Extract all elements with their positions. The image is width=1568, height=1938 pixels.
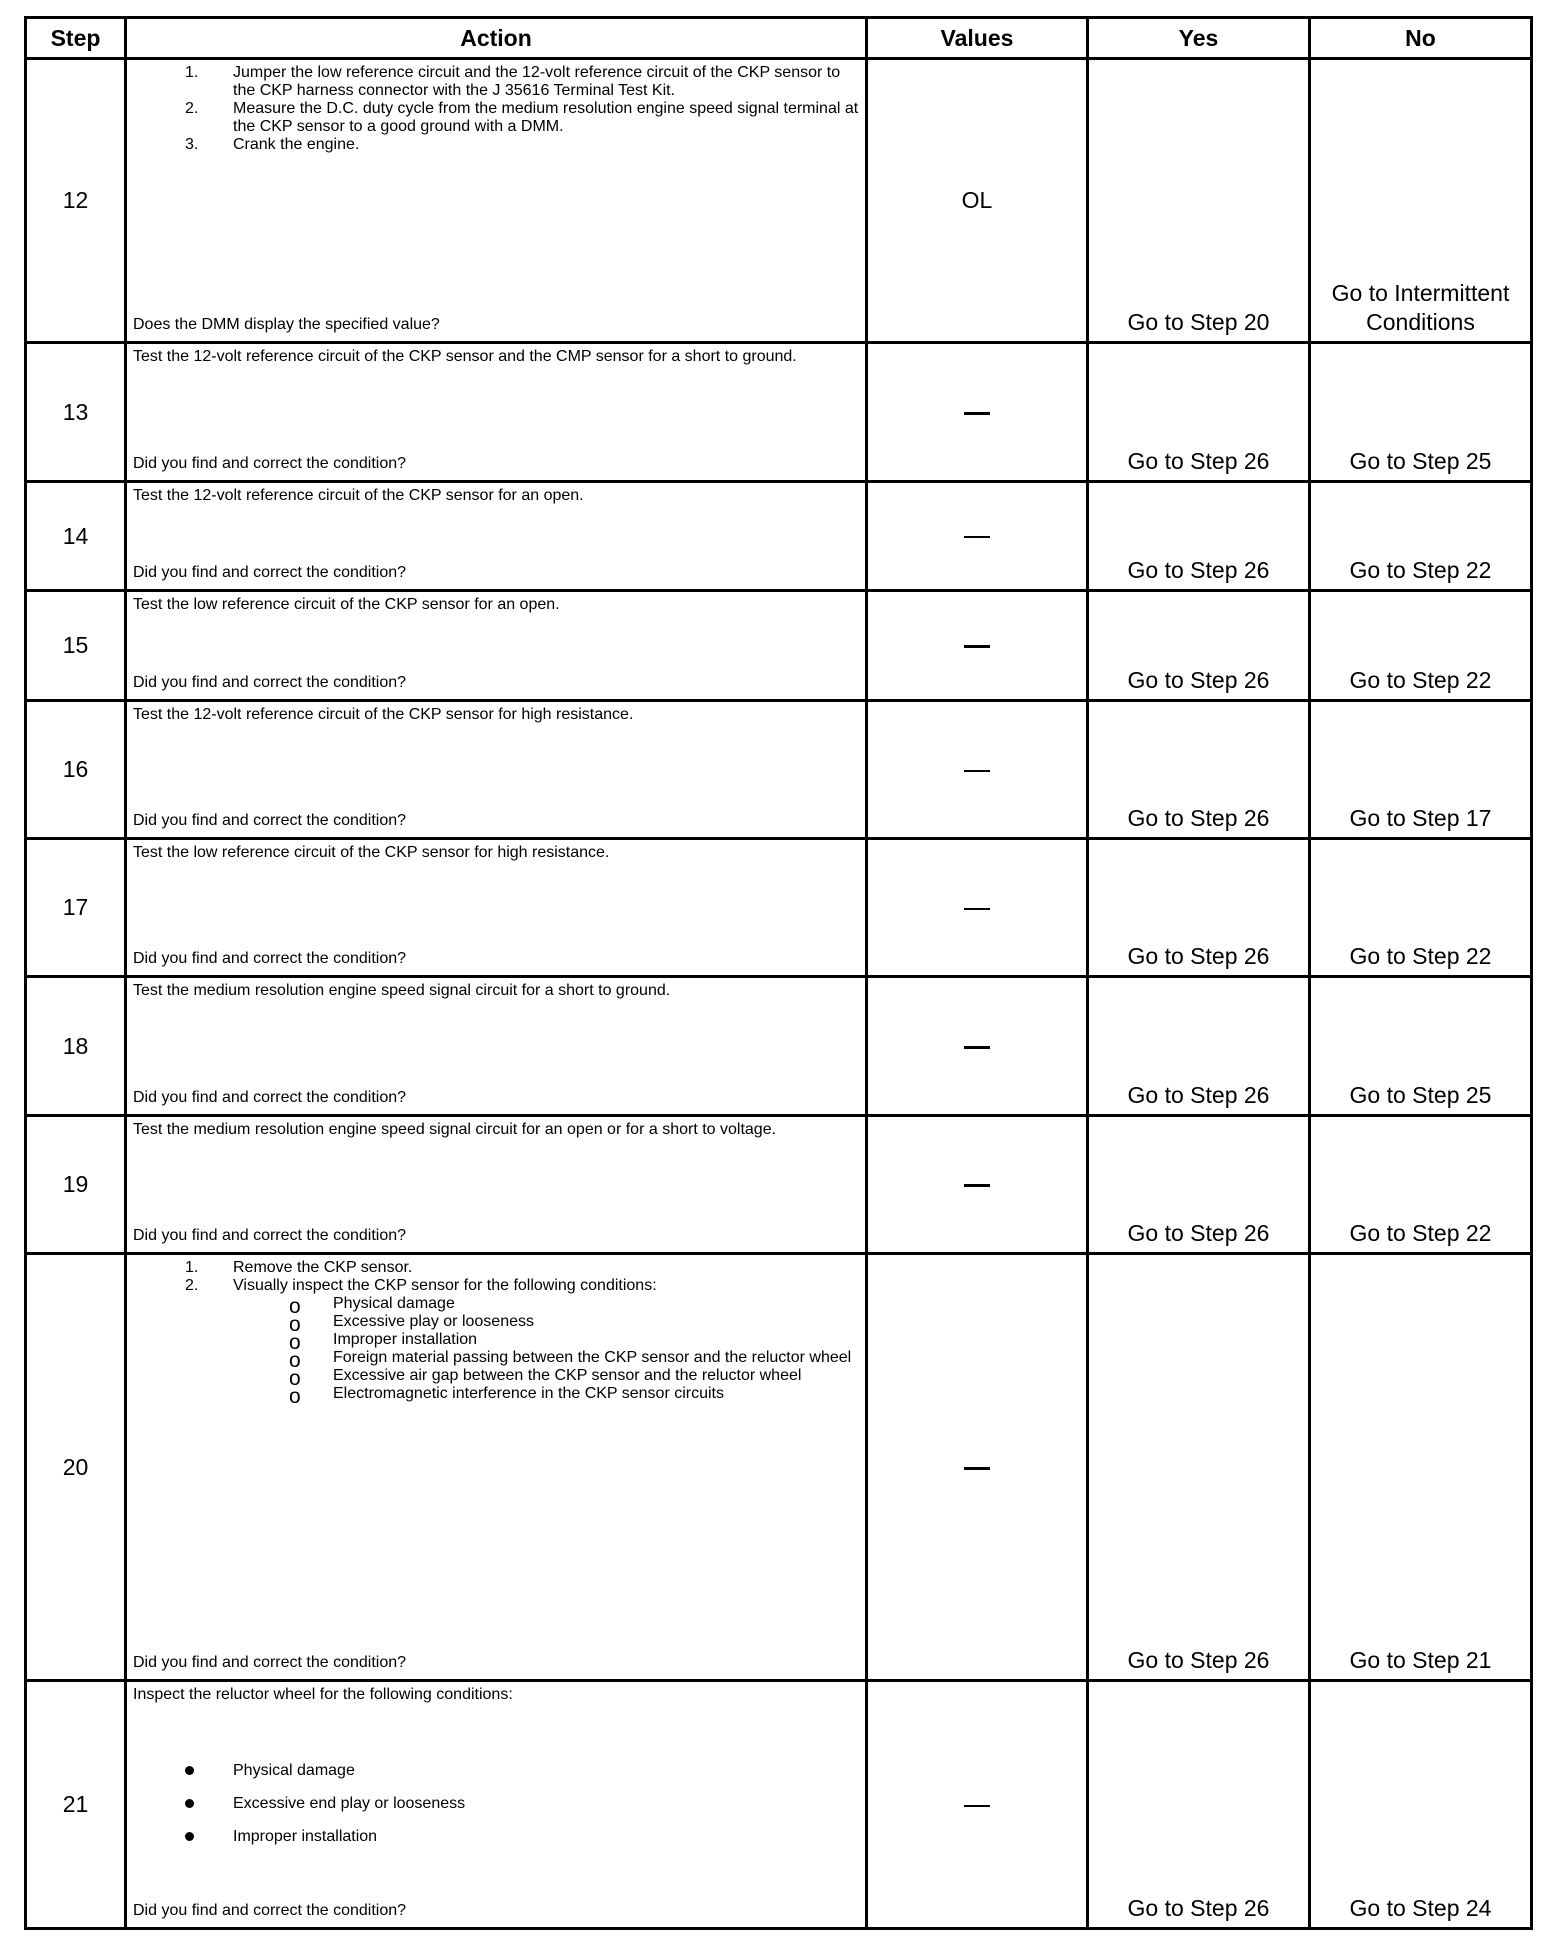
step-number: 13 <box>26 343 126 482</box>
action-content <box>127 1682 865 1924</box>
yes-cell: Go to Step 26 <box>1088 839 1310 977</box>
question-text: Did you find and correct the condition? <box>133 1089 407 1106</box>
action-content <box>127 483 865 586</box>
table-row <box>26 1116 1532 1254</box>
table-row <box>26 701 1532 839</box>
question-text: Did you find and correct the condition? <box>133 1227 407 1244</box>
no-cell: Go to Step 17 <box>1310 701 1532 839</box>
step-number: 15 <box>26 591 126 701</box>
no-cell: Go to Step 22 <box>1310 839 1532 977</box>
sub-item-text: Foreign material passing between the CKP sensor and the reluctor wheel <box>333 1349 852 1366</box>
list-item: 2. Measure the D.C. duty cycle from the medium resolution engine speed signal terminal at the CKP sensor to a good ground with a DMM. <box>185 100 859 135</box>
sub-item-text: Excessive air gap between the CKP sensor and the reluctor wheel <box>333 1367 802 1384</box>
dash-value <box>964 1467 990 1470</box>
action-cell <box>126 482 867 591</box>
yes-cell: Go to Step 26 <box>1088 482 1310 591</box>
list-item: 1. Jumper the low reference circuit and the 12-volt reference circuit of the CKP sensor to the CKP harness connector with the J 35616 Terminal Test Kit. <box>185 64 841 99</box>
action-cell <box>126 701 867 839</box>
no-cell: Go to Step 24 <box>1310 1681 1532 1929</box>
sub-list-item: o Excessive play or looseness <box>289 1313 534 1336</box>
header-yes: Yes <box>1088 18 1310 59</box>
action-cell <box>126 343 867 482</box>
action-cell <box>126 591 867 701</box>
yes-cell: Go to Step 26 <box>1088 1116 1310 1254</box>
action-cell <box>126 59 867 343</box>
yes-cell: Go to Step 26 <box>1088 343 1310 482</box>
header-step: Step <box>26 18 126 59</box>
action-text: Test the low reference circuit of the CKP sensor for high resistance. <box>133 844 610 861</box>
question-text: Did you find and correct the condition? <box>133 950 407 967</box>
action-content <box>127 1255 865 1676</box>
value-cell <box>867 591 1088 701</box>
action-list-block <box>133 1259 859 1408</box>
list-item-text: Jumper the low reference circuit and the 12-volt reference circuit of the CKP sensor to the CKP harness connector with the J 35616 Terminal Test Kit. <box>233 64 841 99</box>
action-cell <box>126 1116 867 1254</box>
sub-item-text: Excessive play or looseness <box>333 1313 534 1330</box>
header-row <box>26 18 1532 59</box>
yes-cell: Go to Step 26 <box>1088 977 1310 1116</box>
action-content <box>127 592 865 696</box>
value-cell <box>867 1116 1088 1254</box>
list-item: 1. Remove the CKP sensor. <box>185 1259 413 1276</box>
list-item-text: Visually inspect the CKP sensor for the following conditions: <box>233 1277 657 1294</box>
step-number: 17 <box>26 839 126 977</box>
action-text: Test the medium resolution engine speed signal circuit for an open or for a short to voltage. <box>133 1121 777 1138</box>
action-text: Test the 12-volt reference circuit of the CKP sensor and the CMP sensor for a short to ground. <box>133 348 797 365</box>
table-row <box>26 591 1532 701</box>
action-text: Test the 12-volt reference circuit of the CKP sensor for an open. <box>133 487 584 504</box>
action-text: Test the low reference circuit of the CKP sensor for an open. <box>133 596 560 613</box>
list-item-text: Crank the engine. <box>233 136 360 153</box>
dash-value <box>964 1805 990 1807</box>
list-item: 2. Visually inspect the CKP sensor for the following conditions: <box>185 1277 657 1294</box>
action-cell <box>126 1681 867 1929</box>
bullet-icon <box>185 1832 194 1841</box>
action-content <box>127 1117 865 1249</box>
action-content <box>127 702 865 834</box>
dash-value <box>964 645 990 648</box>
action-text: Inspect the reluctor wheel for the following conditions: <box>133 1686 513 1703</box>
value-cell <box>867 701 1088 839</box>
header-action: Action <box>126 18 867 59</box>
list-item <box>133 1820 859 1853</box>
value-cell: OL <box>867 59 1088 343</box>
sub-list-item: o Improper installation <box>289 1331 478 1354</box>
dash-value <box>964 412 990 415</box>
step-number: 21 <box>26 1681 126 1929</box>
no-cell: Go to Step 22 <box>1310 482 1532 591</box>
no-cell: Go to Step 25 <box>1310 977 1532 1116</box>
question-text: Does the DMM display the specified value? <box>133 316 440 333</box>
table-row <box>26 1681 1532 1929</box>
diagnostic-table <box>24 16 1533 1930</box>
question-text: Did you find and correct the condition? <box>133 1902 407 1919</box>
value-cell <box>867 1681 1088 1929</box>
yes-cell: Go to Step 26 <box>1088 1681 1310 1929</box>
list-item: 3. Crank the engine. <box>185 136 360 153</box>
sub-item-text: Physical damage <box>333 1295 455 1312</box>
no-cell: Go to Step 22 <box>1310 591 1532 701</box>
header-no: No <box>1310 18 1532 59</box>
dash-value <box>964 1046 990 1049</box>
step-number: 12 <box>26 59 126 343</box>
action-cell <box>126 839 867 977</box>
step-number: 20 <box>26 1254 126 1681</box>
no-cell: Go to Intermittent Conditions <box>1310 59 1532 343</box>
sub-list <box>133 1295 859 1408</box>
list-item-text: Measure the D.C. duty cycle from the medium resolution engine speed signal terminal at the CKP sensor to a good ground with a DMM. <box>233 100 859 135</box>
list-item <box>133 1754 859 1787</box>
no-cell: Go to Step 25 <box>1310 343 1532 482</box>
sub-list-item: o Foreign material passing between the CKP sensor and the reluctor wheel <box>289 1349 852 1372</box>
dash-value <box>964 770 990 772</box>
value-cell <box>867 977 1088 1116</box>
question-text: Did you find and correct the condition? <box>133 1654 407 1671</box>
dash-value <box>964 536 990 538</box>
yes-cell: Go to Step 20 <box>1088 59 1310 343</box>
table-row <box>26 839 1532 977</box>
question-text: Did you find and correct the condition? <box>133 674 407 691</box>
no-cell: Go to Step 22 <box>1310 1116 1532 1254</box>
step-number: 19 <box>26 1116 126 1254</box>
bullet-icon <box>185 1799 194 1808</box>
sub-item-text: Electromagnetic interference in the CKP sensor circuits <box>333 1385 724 1402</box>
bullet-list <box>133 1754 859 1853</box>
sub-list-item: o Physical damage <box>289 1295 455 1318</box>
value-cell <box>867 1254 1088 1681</box>
question-text: Did you find and correct the condition? <box>133 455 407 472</box>
action-content <box>127 60 865 338</box>
numbered-list <box>133 64 859 154</box>
dash-value <box>964 908 990 910</box>
action-content <box>127 840 865 972</box>
list-item-text: Improper installation <box>233 1827 378 1845</box>
question-text: Did you find and correct the condition? <box>133 812 407 829</box>
table-row <box>26 482 1532 591</box>
action-text: Test the medium resolution engine speed signal circuit for a short to ground. <box>133 982 671 999</box>
bullet-icon <box>185 1766 194 1775</box>
yes-cell: Go to Step 26 <box>1088 591 1310 701</box>
sub-item-text: Improper installation <box>333 1331 478 1348</box>
numbered-list <box>133 1259 859 1295</box>
list-item <box>133 1787 859 1820</box>
table-row <box>26 1254 1532 1681</box>
yes-cell: Go to Step 26 <box>1088 1254 1310 1681</box>
value-cell <box>867 839 1088 977</box>
dash-value <box>964 1184 990 1187</box>
table-row <box>26 59 1532 343</box>
action-content <box>127 344 865 477</box>
list-item-text: Physical damage <box>233 1761 355 1779</box>
no-cell: Go to Step 21 <box>1310 1254 1532 1681</box>
step-number: 18 <box>26 977 126 1116</box>
action-text: Test the 12-volt reference circuit of the CKP sensor for high resistance. <box>133 706 634 723</box>
header-values: Values <box>867 18 1088 59</box>
action-cell <box>126 1254 867 1681</box>
list-item-text: Remove the CKP sensor. <box>233 1259 413 1276</box>
value-cell <box>867 482 1088 591</box>
action-content <box>127 978 865 1111</box>
sub-list-item: o Electromagnetic interference in the CKP sensor circuits <box>289 1385 724 1408</box>
table-row <box>26 343 1532 482</box>
list-item-text: Excessive end play or looseness <box>233 1794 466 1812</box>
sub-list-item: o Excessive air gap between the CKP sensor and the reluctor wheel <box>289 1367 802 1390</box>
value-cell <box>867 343 1088 482</box>
action-cell <box>126 977 867 1116</box>
step-number: 14 <box>26 482 126 591</box>
step-number: 16 <box>26 701 126 839</box>
question-text: Did you find and correct the condition? <box>133 564 407 581</box>
table-row <box>26 977 1532 1116</box>
yes-cell: Go to Step 26 <box>1088 701 1310 839</box>
